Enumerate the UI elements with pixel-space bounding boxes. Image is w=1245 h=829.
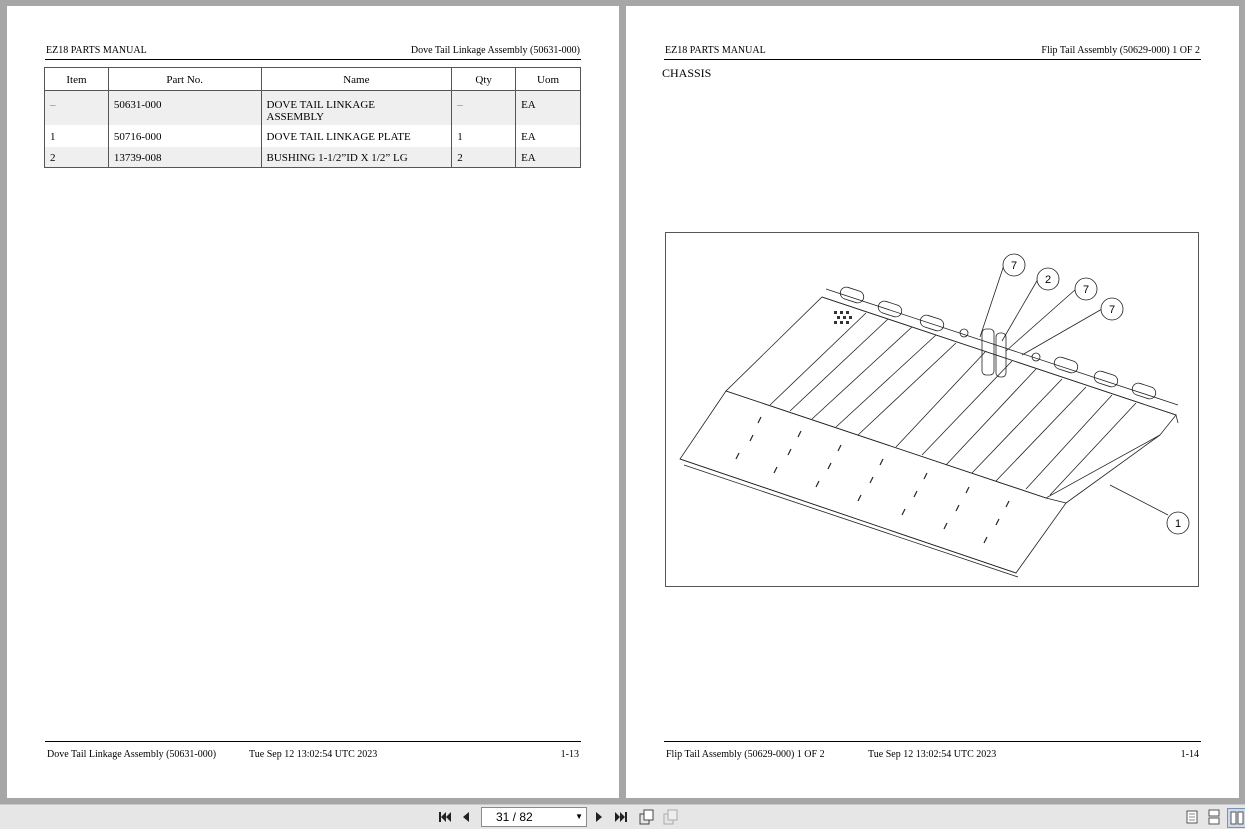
two-page-view-button[interactable] [1227, 808, 1245, 828]
page-footer [664, 741, 1201, 762]
cell-item: – [45, 91, 109, 126]
cell-name: DOVE TAIL LINKAGE ASSEMBLY [261, 91, 452, 126]
parts-table [44, 67, 581, 168]
page-number-select[interactable] [481, 807, 587, 827]
chevron-down-icon: ▼ [575, 812, 583, 821]
cell-qty: – [452, 91, 516, 126]
col-header-item: Item [45, 68, 109, 91]
page-footer [45, 741, 581, 762]
first-page-button[interactable] [436, 808, 454, 826]
cell-uom: EA [516, 147, 581, 167]
header-manual-title: EZ18 PARTS MANUAL [665, 45, 766, 56]
callout-label: 7 [1082, 284, 1090, 296]
col-header-qty: Qty [452, 68, 516, 91]
cell-part-no: 50631-000 [108, 91, 261, 126]
callout-label: 2 [1044, 274, 1052, 286]
cell-uom: EA [516, 125, 581, 147]
cell-qty: 1 [452, 125, 516, 147]
next-page-button[interactable] [590, 808, 608, 826]
footer-date: Tue Sep 12 13:02:54 UTC 2023 [249, 749, 378, 760]
footer-page-number: 1-13 [560, 749, 579, 760]
assembly-drawing [665, 232, 1199, 587]
footer-title: Dove Tail Linkage Assembly (50631-000) [47, 749, 217, 760]
cell-uom: EA [516, 91, 581, 126]
prev-page-button[interactable] [457, 808, 475, 826]
cell-name: DOVE TAIL LINKAGE PLATE [261, 125, 452, 147]
col-header-uom: Uom [516, 68, 581, 91]
rotate-icon [638, 809, 654, 825]
table-row [45, 91, 581, 126]
col-header-part-no: Part No. [108, 68, 261, 91]
flip-tail-drawing [666, 233, 1198, 586]
header-section-title: Dove Tail Linkage Assembly (50631-000) [410, 45, 580, 56]
col-header-name: Name [261, 68, 452, 91]
cell-part-no: 50716-000 [108, 125, 261, 147]
first-page-icon [438, 811, 452, 823]
prev-page-icon [461, 811, 471, 823]
single-page-view-icon [1186, 810, 1198, 824]
last-page-button[interactable] [612, 808, 630, 826]
table-row [45, 125, 581, 147]
table-row [45, 147, 581, 167]
table-header-row [45, 68, 581, 91]
header-manual-title: EZ18 PARTS MANUAL [46, 45, 147, 56]
rotate-button[interactable] [637, 808, 655, 826]
viewer-toolbar [0, 804, 1245, 829]
last-page-icon [614, 811, 628, 823]
cell-name: BUSHING 1-1/2”ID X 1/2” LG [261, 147, 452, 167]
next-page-icon [594, 811, 604, 823]
page-header [45, 45, 581, 60]
cell-qty: 2 [452, 147, 516, 167]
page-1-14 [626, 6, 1239, 798]
page-header [664, 45, 1201, 60]
cell-part-no: 13739-008 [108, 147, 261, 167]
footer-title: Flip Tail Assembly (50629-000) 1 OF 2 [666, 749, 825, 760]
two-page-view-icon [1230, 811, 1244, 825]
callout-label: 7 [1010, 260, 1018, 272]
single-page-view-button[interactable] [1183, 808, 1201, 826]
section-title: CHASSIS [662, 66, 712, 80]
copy-icon [662, 809, 678, 825]
cell-item: 2 [45, 147, 109, 167]
continuous-view-icon [1208, 809, 1220, 825]
callout-label: 7 [1108, 304, 1116, 316]
footer-page-number: 1-14 [1180, 749, 1199, 760]
continuous-view-button[interactable] [1205, 808, 1223, 826]
header-section-title: Flip Tail Assembly (50629-000) 1 OF 2 [1041, 45, 1200, 56]
callout-label: 1 [1174, 518, 1182, 530]
page-indicator: 31 / 82 [496, 810, 533, 824]
footer-date: Tue Sep 12 13:02:54 UTC 2023 [868, 749, 997, 760]
copy-button[interactable] [661, 808, 679, 826]
page-1-13 [7, 6, 619, 798]
cell-item: 1 [45, 125, 109, 147]
